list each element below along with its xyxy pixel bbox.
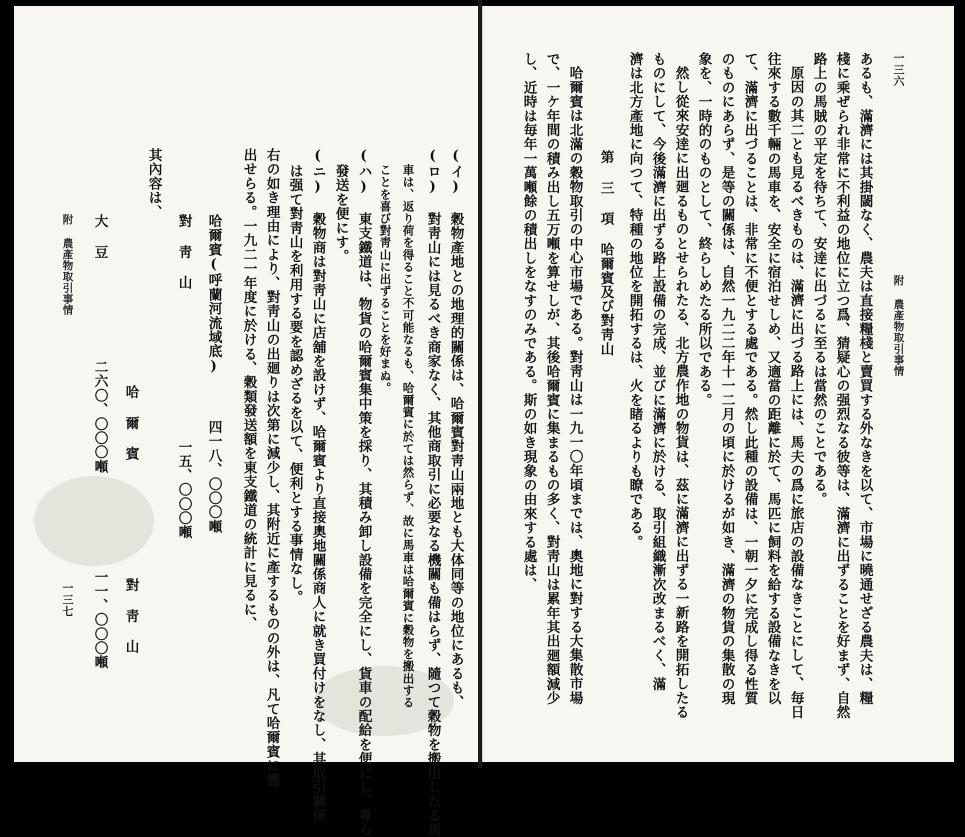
section-heading: 第 三 項 哈爾賓及び對靑山	[597, 150, 614, 356]
running-head: 附 農產物取引事情	[61, 214, 74, 316]
text-line: 象を、一時的のものとして、終らしめたる所以である。	[695, 52, 712, 407]
table-cell: 一一、〇〇〇噸	[91, 570, 108, 670]
text-line: 原因の其二とも見るべきものは、滿濟に出づる路上には、馬夫の爲に旅店の設備なきことにして、毎日	[787, 66, 804, 720]
text-line: は强て對靑山を利用する要を認めざるを以て、便利とする事情なし。	[286, 164, 303, 605]
text-line: ことを喜び對靑山に出ずることを好まぬ。	[378, 164, 393, 394]
text-line: 車は、返り荷を得ること不可能なるも、哈爾賓に於ては然らず、故に馬車は哈爾賓に穀物を搬出する	[401, 164, 416, 709]
text-line: て、滿濟に出づることは、非常に不便とする處である。然し此種の設備は、一朝一夕に完成し得る性質	[741, 52, 758, 706]
table-caption: 其內容は、	[145, 148, 162, 219]
text-line: (ニ) 穀物商は對靑山に店舖を設けず、哈爾賓より直接奧地關係商人に就き買付けをなし、其取引關係	[309, 148, 326, 823]
table-header: 對 靑 山	[175, 214, 192, 290]
page-number: 一三六	[892, 52, 905, 87]
text-line: で、一ケ年間の積み出し五万噸を算せしが、其後哈爾賓に集まるもの多く、對靑山は累年其出廻額減少	[543, 52, 560, 706]
text-line: のものにあらず、是等の關係は、自然一九二二年十一二月の頃に於けるが如き、滿濟の物貨の集散の現	[718, 52, 735, 706]
table-col-header: 對 靑 山	[122, 578, 139, 654]
text-line: 路上の馬賊の平定を待ちて、安逹に出づるに至るは當然のことである。	[810, 52, 827, 507]
table-total: 一五、〇〇〇噸	[175, 440, 192, 540]
text-line: ものにして、今後滿濟に出ずる路上設備の完成、並びに滿濟に於ける、取引組織漸次改まるべく、滿	[649, 52, 666, 691]
paper-stain	[34, 476, 154, 566]
text-line: 出せらる。一九二一年度に於ける、穀類發送額を東支鐵道の統計に見るに、	[240, 148, 257, 631]
page-number: 一三七	[61, 582, 74, 617]
text-line: (ハ) 東支鐵道は、物貨の哈爾賓集中策を採り、其積み卸し設備を完全にし、貨車の配給を便にし、專ら	[355, 148, 372, 837]
text-line: し、近時は毎年一萬噸餘の積出しをなすのみである。斯の如き現象の由來する處は、	[520, 52, 537, 592]
text-line: 然し從來安逹に出廻るものとせられたる、北方農作地の物貨は、茲に滿濟に出ずる一新路を開拓したる	[672, 66, 689, 720]
table-total: 四一八、〇〇〇噸	[205, 420, 222, 534]
text-line: 發送を便にす。	[332, 164, 349, 264]
table-header: 哈爾賓(呼蘭河流域底)	[205, 214, 222, 375]
text-line: (イ) 穀物產地との地理的關係は、哈爾賓對靑山兩地とも大体同等の地位にあるも、	[447, 148, 464, 709]
text-line: (ロ) 對靑山には見るべき商家なく、其他商取引に必要なる機關も備はらず、隨つて穀物を搬出したる馬	[424, 148, 441, 837]
text-line: 濟は北方產地に向つて、特種の地位を開拓するは、火を睹るよりも瞭である。	[626, 52, 643, 549]
text-line: 哈爾賓は北滿の穀物取引の中心市場である。對靑山は一九一〇年頃までは、奧地に對する大集散市場	[566, 66, 583, 705]
table-row-label: 大 豆	[91, 214, 108, 259]
running-head: 附 農產物取引事情	[892, 275, 905, 377]
text-line: 往來する數千輛の馬車を、安全に宿泊せしめ、又適當の距離に於て、馬匹に飼料を給する設備なきを以	[764, 52, 781, 706]
text-line: 右の如き理由により、對靑山の出廻りは次第に減少し、其附近に產するものの外は、凡て哈爾賓に搬	[263, 148, 280, 787]
text-line: あるも、滿濟には其掛閾なく、農夫は直接糧棧と賣買する外なきを以て、市場に曉通せざる農夫は、糧	[856, 52, 873, 706]
table-cell: 二六〇、〇〇〇噸	[91, 360, 108, 474]
table-col-header: 哈 爾 賓	[122, 385, 139, 461]
text-line: 棧に乘ぜられ非常に不利益の地位に立つ爲、猜疑心の强烈なる彼等は、滿濟に出ずることを好まず、自然	[833, 52, 850, 720]
